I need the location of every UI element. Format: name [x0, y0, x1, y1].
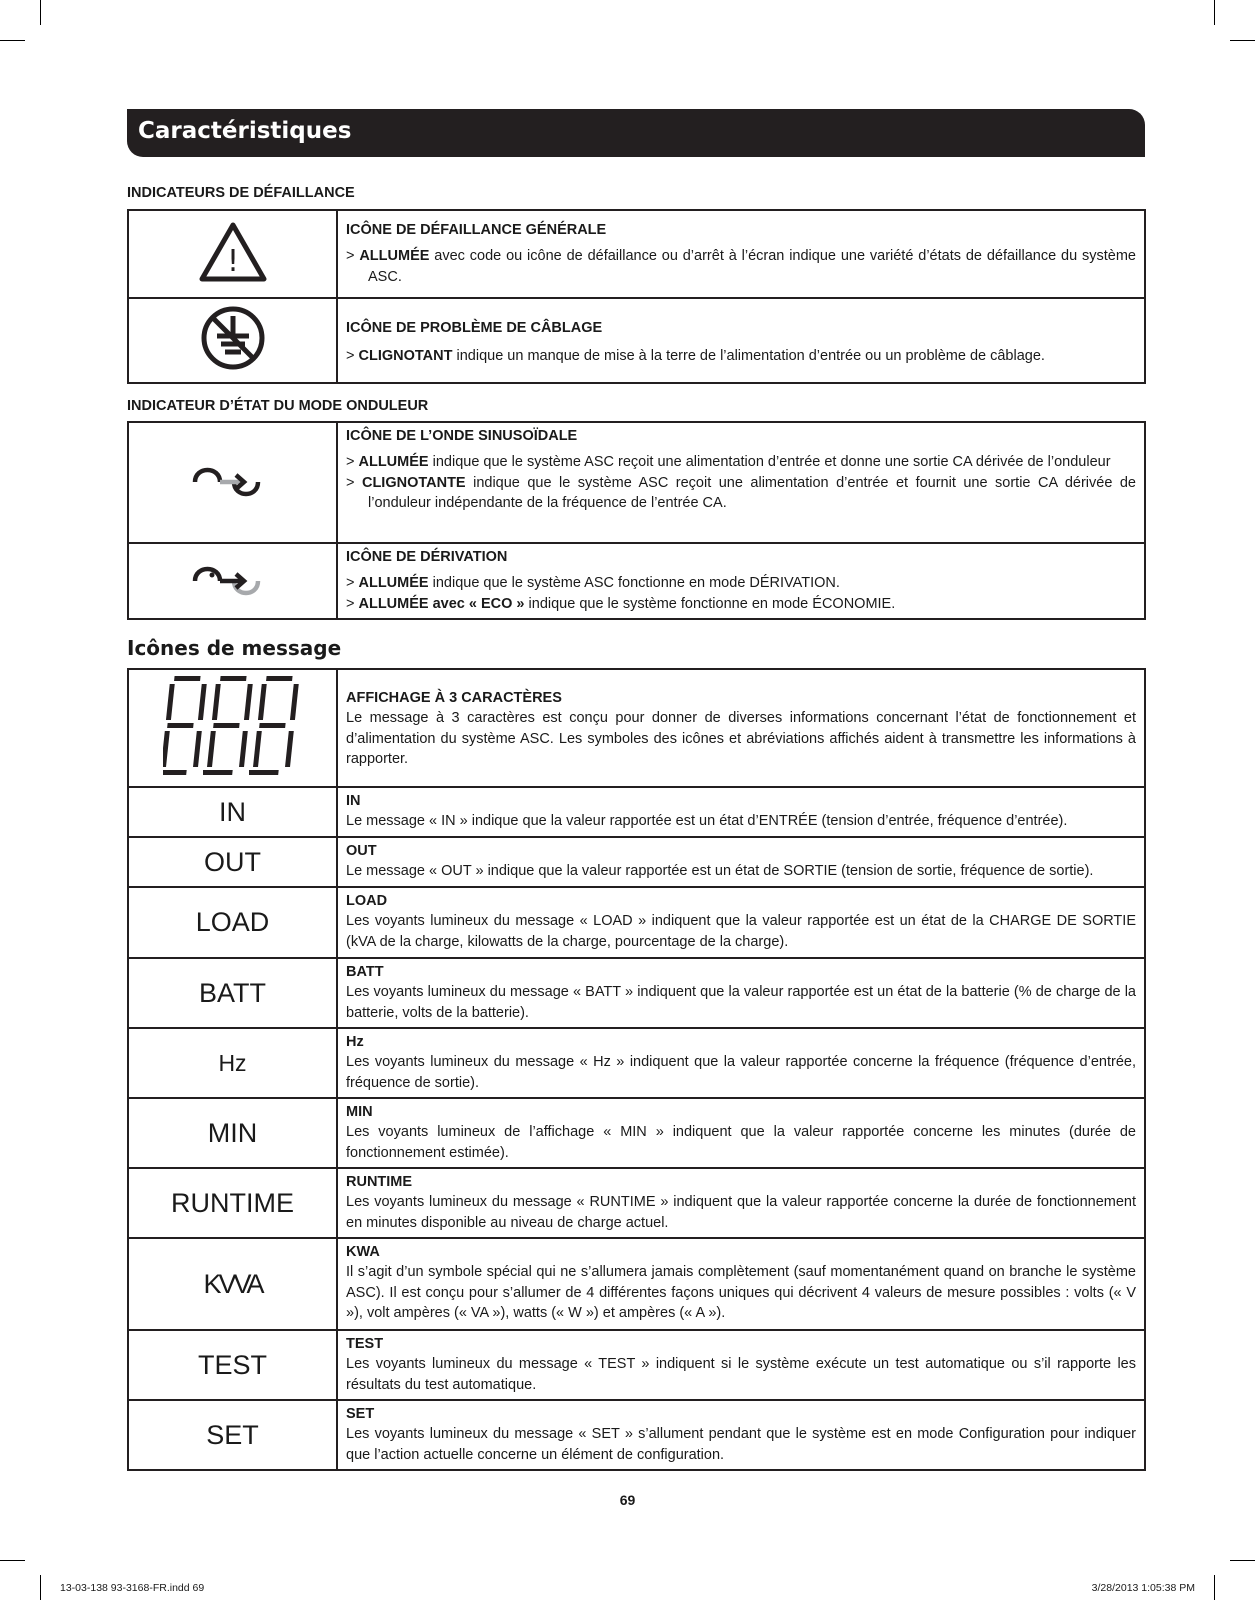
inverter-section-label: INDICATEUR D’ÉTAT DU MODE ONDULEUR — [127, 398, 429, 414]
description-cell — [337, 837, 1145, 887]
row-text: Le message à 3 caractères est conçu pour donner de diverses informations concernant l’état de fonctionnement et d’alimentation du système ASC. Les symboles des icônes et abréviations affichés aident à transmettre les informations à rapporter. — [346, 710, 1136, 767]
bullet-text: indique que le système ASC reçoit une alimentation d’entrée et donne une sortie CA dérivée de l’onduleur — [428, 454, 1111, 470]
icon-cell — [128, 543, 337, 619]
row-title: TEST — [346, 1336, 384, 1352]
description-cell — [337, 422, 1145, 543]
table-row — [128, 298, 1145, 383]
message-section-heading: Icônes de message — [127, 636, 342, 660]
sine-wave-icon — [190, 460, 276, 500]
bypass-icon — [190, 559, 276, 599]
row-text: Les voyants lumineux du message « SET » s’allument pendant que le système est en mode Configuration pour indiquer que l’action actuelle concerne un élément de configuration. — [346, 1426, 1136, 1463]
crop-mark — [40, 0, 41, 25]
message-label: SET — [206, 1419, 259, 1450]
icon-cell — [128, 422, 337, 543]
row-title: IN — [346, 793, 361, 809]
bullet-bold: CLIGNOTANTE — [361, 474, 466, 491]
bullet-text: indique un manque de mise à la terre de l’alimentation d’entrée ou un problème de câblage. — [452, 348, 1045, 364]
row-title: ICÔNE DE PROBLÈME DE CÂBLAGE — [346, 320, 603, 336]
icon-cell — [128, 787, 337, 837]
table-row — [128, 1168, 1145, 1238]
crop-mark — [1214, 1575, 1215, 1600]
message-table — [127, 668, 1146, 1471]
description-cell — [337, 1028, 1145, 1098]
icon-cell — [128, 298, 337, 383]
svg-text:!: ! — [226, 243, 239, 279]
icon-cell — [128, 1168, 337, 1238]
row-text: Les voyants lumineux du message « TEST » indiquent si le système exécute un test automatique ou s’il rapporte les résultats du test automatique. — [346, 1356, 1136, 1393]
page-number: 69 — [619, 1492, 636, 1508]
description-cell — [337, 887, 1145, 958]
table-row — [128, 422, 1145, 543]
icon-cell — [128, 210, 337, 298]
table-row — [128, 837, 1145, 887]
bullet — [346, 473, 1136, 514]
message-label: KVVA — [203, 1268, 262, 1299]
bullet-bold: ALLUMÉE avec « ECO » — [358, 595, 525, 612]
message-label: MIN — [207, 1117, 258, 1148]
icon-cell — [128, 1098, 337, 1168]
row-title: BATT — [346, 964, 384, 980]
row-title: MIN — [346, 1104, 373, 1120]
bullet-bold: CLIGNOTANT — [358, 348, 453, 364]
crop-mark — [1230, 40, 1255, 41]
bullet-marker: > — [346, 454, 355, 470]
warning-triangle-icon — [198, 221, 268, 283]
row-text: Les voyants lumineux du message « RUNTIME » indiquent que la valeur rapportée concerne la durée de fonctionnement en minutes disponible au niveau de charge actuel. — [346, 1194, 1136, 1231]
bullet-text: indique que le système ASC fonctionne en mode DÉRIVATION. — [428, 575, 840, 591]
message-label: BATT — [199, 977, 266, 1008]
message-label: Hz — [218, 1049, 247, 1076]
description-cell — [337, 669, 1145, 787]
description-cell — [337, 1400, 1145, 1470]
bullet — [346, 452, 1136, 473]
bullet — [346, 594, 1136, 615]
footer-file-info: 13-03-138 93-3168-FR.indd 69 — [60, 1582, 205, 1594]
table-row — [128, 543, 1145, 619]
description-cell — [337, 298, 1145, 383]
bullet-text: indique que le système fonctionne en mode ÉCONOMIE. — [524, 595, 896, 612]
table-row — [128, 1330, 1145, 1400]
icon-cell — [128, 1330, 337, 1400]
icon-cell — [128, 958, 337, 1028]
crop-mark — [1230, 1560, 1255, 1561]
bullet-bold: ALLUMÉE — [358, 454, 429, 470]
table-row — [128, 1400, 1145, 1470]
bullet-text: indique que le système ASC reçoit une alimentation d’entrée et fournit une sortie CA dérivée de l’onduleur indépendante de la fréquence de l’entrée CA. — [368, 474, 1136, 511]
seven-segment-display-icon — [163, 672, 303, 780]
description-cell — [337, 210, 1145, 298]
row-title: SET — [346, 1406, 375, 1422]
bullet — [346, 346, 1136, 367]
crop-mark — [40, 1575, 41, 1600]
crop-mark — [0, 40, 25, 41]
bullet-marker: > — [346, 248, 355, 264]
table-row — [128, 958, 1145, 1028]
bullet-marker: > — [346, 575, 355, 591]
row-title: Hz — [346, 1034, 364, 1050]
description-cell — [337, 1330, 1145, 1400]
bullet-marker: > — [346, 595, 355, 612]
description-cell — [337, 787, 1145, 837]
row-text: Le message « OUT » indique que la valeur rapportée est un état de SORTIE (tension de sortie, fréquence de sortie). — [346, 863, 1094, 879]
inverter-table — [127, 421, 1146, 620]
row-title: KWA — [346, 1244, 380, 1260]
row-text: Les voyants lumineux de l’affichage « MIN » indiquent que la valeur rapportée concerne les minutes (durée de fonctionnement estimée). — [346, 1124, 1136, 1161]
table-row — [128, 1238, 1145, 1330]
description-cell — [337, 1098, 1145, 1168]
message-label: OUT — [204, 846, 261, 877]
icon-cell — [128, 837, 337, 887]
row-text: Le message « IN » indique que la valeur rapportée est un état d’ENTRÉE (tension d’entrée, fréquence d’entrée). — [346, 813, 1068, 829]
row-title: OUT — [346, 843, 377, 859]
icon-cell — [128, 1028, 337, 1098]
description-cell — [337, 1238, 1145, 1330]
icon-cell — [128, 1238, 337, 1330]
fault-section-label: INDICATEURS DE DÉFAILLANCE — [127, 185, 355, 201]
crop-mark — [0, 1560, 25, 1561]
row-title: AFFICHAGE À 3 CARACTÈRES — [346, 690, 562, 706]
row-title: LOAD — [346, 893, 388, 909]
icon-cell — [128, 669, 337, 787]
bullet-text: avec code ou icône de défaillance ou d’arrêt à l’écran indique une variété d’états de défaillance du système ASC. — [368, 248, 1136, 285]
message-label: LOAD — [195, 907, 270, 937]
row-title: ICÔNE DE DÉFAILLANCE GÉNÉRALE — [346, 222, 607, 238]
row-text: Les voyants lumineux du message « LOAD » indiquent que la valeur rapportée est un état de la CHARGE DE SORTIE (kVA de la charge, kilowatts de la charge, pourcentage de la charge). — [346, 913, 1136, 950]
page-title: Caractéristiques — [138, 118, 352, 144]
wiring-fault-icon — [197, 302, 269, 374]
table-row — [128, 669, 1145, 787]
bullet — [346, 246, 1136, 287]
table-row — [128, 210, 1145, 298]
table-row — [128, 787, 1145, 837]
row-text: Il s’agit d’un symbole spécial qui ne s’allumera jamais complètement (sauf momentanément quand on branche le système ASC). Il est conçu pour s’allumer de 4 différentes façons uniques qui décrivent 4 valeurs de mesure possibles : volts (« V »), volt ampères (« VA »), watts (« W ») et ampères (« A »). — [346, 1264, 1136, 1321]
crop-mark — [1214, 0, 1215, 25]
description-cell — [337, 543, 1145, 619]
fault-table — [127, 209, 1146, 384]
icon-cell — [128, 1400, 337, 1470]
row-text: Les voyants lumineux du message « BATT » indiquent que la valeur rapportée est un état de la batterie (% de charge de la batterie, volts de la batterie). — [346, 984, 1136, 1021]
icon-cell — [128, 887, 337, 958]
message-label: IN — [219, 796, 246, 827]
table-row — [128, 1028, 1145, 1098]
bullet-bold: ALLUMÉE — [359, 248, 430, 264]
description-cell — [337, 958, 1145, 1028]
footer-timestamp: 3/28/2013 1:05:38 PM — [1091, 1582, 1195, 1594]
table-row — [128, 887, 1145, 958]
bullet-marker: > — [346, 474, 355, 491]
row-title: RUNTIME — [346, 1174, 413, 1190]
row-text: Les voyants lumineux du message « Hz » indiquent que la valeur rapportée concerne la fréquence (fréquence d’entrée, fréquence de sortie). — [346, 1054, 1136, 1091]
table-row — [128, 1098, 1145, 1168]
bullet — [346, 573, 1136, 594]
bullet-bold: ALLUMÉE — [358, 575, 429, 591]
row-title: ICÔNE DE L’ONDE SINUSOÏDALE — [346, 428, 578, 444]
bullet-marker: > — [346, 348, 355, 364]
message-label: RUNTIME — [171, 1187, 294, 1218]
message-label: TEST — [197, 1349, 267, 1380]
row-title: ICÔNE DE DÉRIVATION — [346, 549, 508, 565]
description-cell — [337, 1168, 1145, 1238]
